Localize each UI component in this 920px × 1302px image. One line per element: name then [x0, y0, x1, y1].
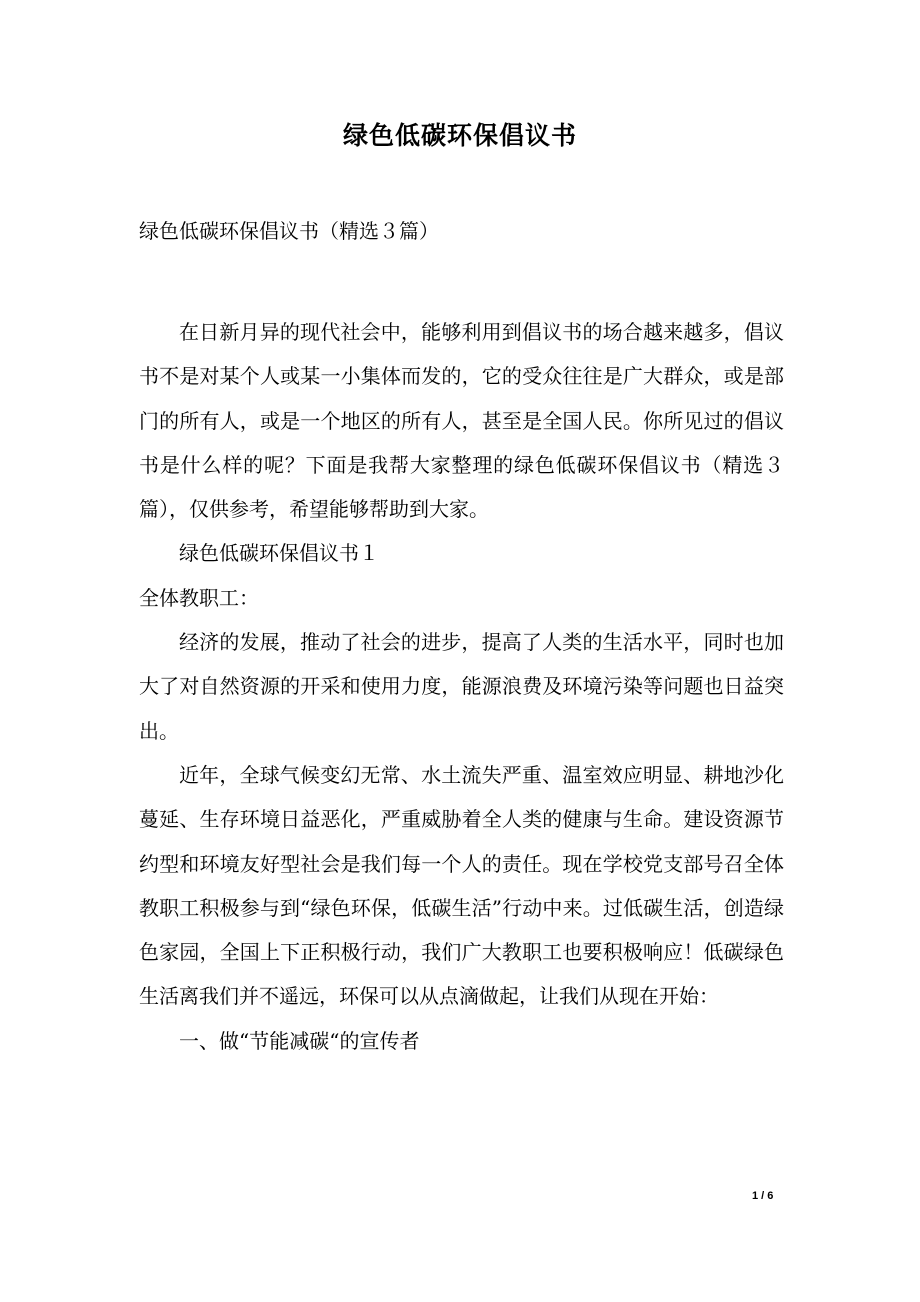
body-paragraph: 近年，全球气候变幻无常、水土流失严重、温室效应明显、耕地沙化蔓延、生存环境日益恶化，严重威胁着全人类的健康与生命。建设资源节约型和环境友好型社会是我们每一个人的责任。现在学校党支部号召全体教职工积极参与到“绿色环保，低碳生活”行动中来。过低碳生活，创造绿色家园，全国上下正积极行动，我们广大教职工也要积极响应！低碳绿色生活离我们并不遥远，环保可以从点滴做起，让我们从现在开始：: [139, 762, 784, 1009]
page-number: 1 / 6: [752, 1190, 774, 1202]
document-subtitle: 绿色低碳环保倡议书（精选３篇）: [139, 219, 439, 243]
list-heading: 一、做“节能减碳“的宣传者: [179, 1028, 420, 1053]
intro-paragraph: 在日新月异的现代社会中，能够利用到倡议书的场合越来越多，倡议书不是对某个人或某一小集体而发的，它的受众往往是广大群众，或是部门的所有人，或是一个地区的所有人，甚至是全国人民。你所见过的倡议书是什么样的呢？下面是我帮大家整理的绿色低碳环保倡议书（精选３篇），仅供参考，希望能够帮助到大家。: [139, 320, 784, 522]
section-heading: 绿色低碳环保倡议书１: [179, 541, 379, 566]
document-title: 绿色低碳环保倡议书: [342, 121, 577, 150]
salutation: 全体教职工：: [139, 585, 259, 610]
body-paragraph: 经济的发展，推动了社会的进步，提高了人类的生活水平，同时也加大了对自然资源的开采和使用力度，能源浪费及环境污染等问题也日益突出。: [139, 630, 784, 743]
document-body: [139, 310, 784, 1063]
